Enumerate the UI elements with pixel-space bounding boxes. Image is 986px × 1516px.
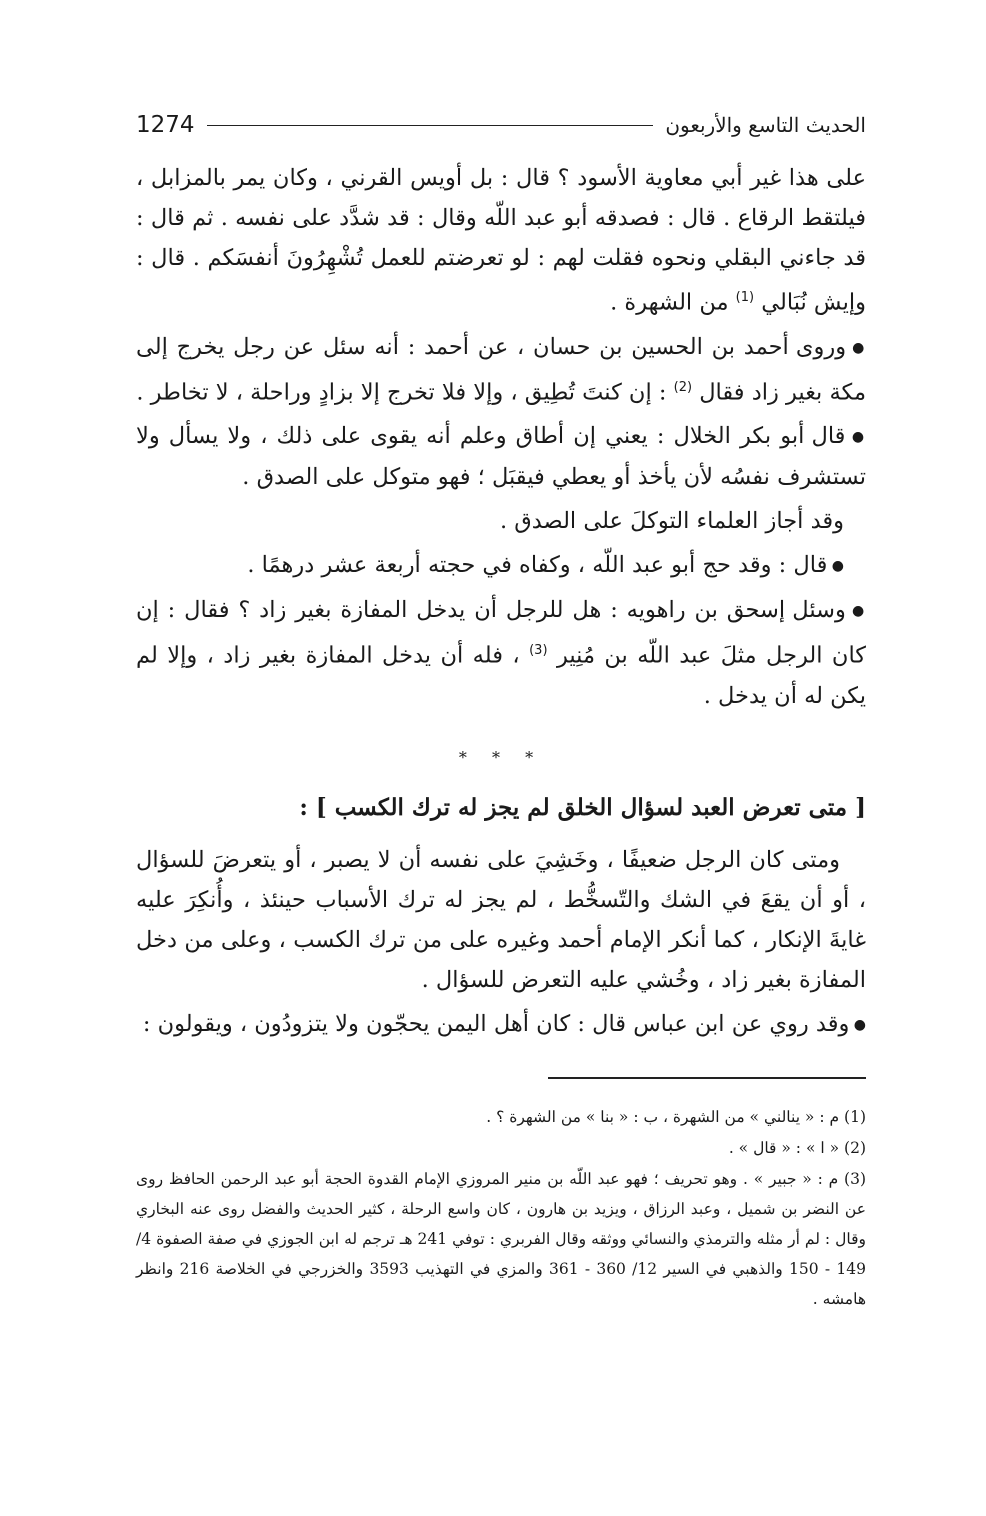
paragraph-tail: : إن كنتَ تُطِيق ، وإلا فلا تخرج إلا بزادٍ وراحلة ، لا تخاطر . xyxy=(136,379,667,405)
footnote-divider xyxy=(548,1077,866,1079)
paragraph-3 xyxy=(136,416,866,497)
footnote-ref-2: (2) xyxy=(673,379,693,395)
paragraph-text: وروى أحمد بن الحسين بن حسان ، عن أحمد : أنه سئل عن رجل يخرج إلى مكة بغير زاد فقال xyxy=(136,333,866,405)
footnote-2: (2) « ا » : « قال » . xyxy=(728,1139,866,1157)
paragraph-text: وقد روي عن ابن عباس قال : كان أهل اليمن يحجّون ولا يتزودُون ، ويقولون : xyxy=(142,1010,850,1037)
paragraph-1 xyxy=(136,158,866,323)
paragraph-2 xyxy=(136,327,866,413)
paragraph-tail: ، فله أن يدخل المفازة بغير زاد ، وإلا لم يكن له أن يدخل . xyxy=(136,642,866,709)
footnotes xyxy=(136,1102,866,1315)
header-rule xyxy=(207,125,654,126)
running-title: الحديث التاسع والأربعون xyxy=(665,113,866,137)
section-heading: [ متى تعرض العبد لسؤال الخلق لم يجز له ترك الكسب ] : xyxy=(299,793,866,821)
paragraph-5 xyxy=(136,545,866,586)
main-text xyxy=(136,158,866,1049)
paragraph-text: وسئل إسحق بن راهويه : هل للرجل أن يدخل المفازة بغير زاد ؟ فقال : إن كان الرجل مثلَ عبد اللّه بن مُنِير xyxy=(136,597,867,669)
footnote-ref-1: (1) xyxy=(735,290,755,305)
paragraph-4 xyxy=(136,501,866,541)
page-header xyxy=(136,108,866,142)
section-paragraph-1 xyxy=(136,840,866,1000)
page-number: 1274 xyxy=(136,112,195,138)
paragraph-text: وقد أجاز العلماء التوكلَ على الصدق . xyxy=(499,508,844,534)
paragraph-text: على هذا غير أبي معاوية الأسود ؟ قال : بل أويس القرني ، وكان يمر بالمزابل ، فيلتقط الرقاع . قال : فصدقه أبو عبد اللّه وقال : قد شدَّد على نفسه . ثم قال : قد جاءني البقلي ونحوه فقلت لهم : لو تعرضتم للعمل تُشْهِرُونَ أنفسَكم . قال : وإيش نُبَالي xyxy=(136,165,866,316)
paragraph-tail: من الشهرة . xyxy=(610,289,729,316)
paragraph-text: ومتى كان الرجل ضعيفًا ، وخَشِيَ على نفسه أن لا يصبر ، أو يتعرضَ للسؤال ، أو أن يقعَ في الشك والتّسخُّط ، لم يجز له ترك الأسباب حينئذ ، وأُنكِرَ عليه غايةَ الإنكار ، كما أنكر الإمام أحمد وغيره على من ترك الكسب ، وعلى من دخل المفازة بغير زاد ، وخُشي عليه التعرض للسؤال . xyxy=(136,846,866,993)
section-paragraph-2 xyxy=(136,1004,866,1045)
paragraph-6 xyxy=(136,590,866,716)
footnote-ref-3: (3) xyxy=(529,643,548,658)
paragraph-text: قال : وقد حج أبو عبد اللّه ، وكفاه في حجته أربعة عشر درهمًا . xyxy=(247,552,828,578)
footnote-1: (1) م : « ينالني » من الشهرة ، ب : « بنا » من الشهرة ؟ . xyxy=(486,1108,866,1126)
paragraph-text: قال أبو بكر الخلال : يعني إن أطاق وعلم أنه يقوى على ذلك ، ولا يسأل ولا تستشرف نفسُه لأن يأخذ أو يعطي فيقبَل ؛ فهو متوكل على الصدق . xyxy=(136,423,866,490)
section-separator: * * * xyxy=(458,747,544,767)
footnote-3: (3) م : « جبير » . وهو تحريف ؛ فهو عبد اللّه بن منير المروزي الإمام القدوة الحجة أبو عبد الرحمن الحافظ روى عن النضر بن شميل ، وعبد الرزاق ، ويزيد بن هارون ، كان واسع الرحلة ، كثير الحديث والفضل روى عنه البخاري وقال : لم أر مثله والترمذي والنسائي ووثقه وقال الفربري : توفي 241 هـ ترجم له ابن الجوزي في صفة الصفوة 4/ 149 - 150 والذهبي في السير 12/ 360 - 361 والمزي في التهذيب 3593 والخزرجي في الخلاصة 216 وانظر هامشه . xyxy=(136,1170,866,1308)
